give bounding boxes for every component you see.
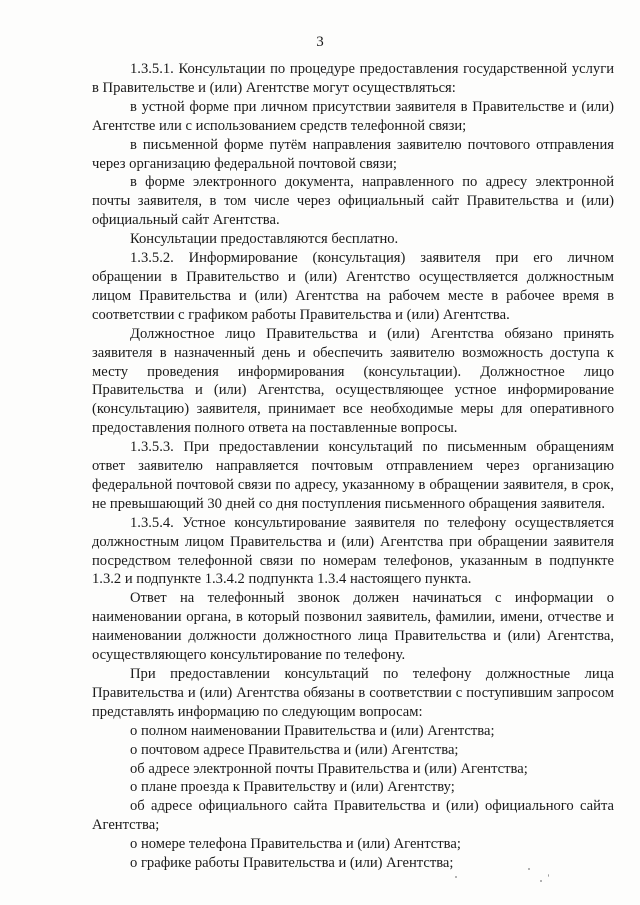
paragraph-1-3-5-1: 1.3.5.1. Консультации по процедуре предоставления государственной услуги в Правительстве и (или) Агентстве могут осуществляться: <box>92 61 614 96</box>
list-item-electronic-form: в форме электронного документа, направленного по адресу электронной почты заявителя, в том числе через официальный сайт Правительства и (или) официальный сайт Агентства. <box>92 174 614 229</box>
document-body <box>92 60 614 873</box>
page-number: 3 <box>316 34 324 50</box>
list-item-directions: о плане проезда к Правительству и (или) Агентству; <box>130 779 455 796</box>
list-item-email-address: об адресе электронной почты Правительства и (или) Агентства; <box>130 760 528 777</box>
list-item-full-name: о полном наименовании Правительства и (или) Агентства; <box>130 722 495 739</box>
paragraph-phone-consultation: При предоставлении консультаций по телефону должностные лица Правительства и (или) Агентства обязаны в соответствии с поступившим запросом представлять информацию по следующим вопросам: <box>92 666 614 720</box>
scan-artifact <box>540 880 542 882</box>
list-item-postal-address: о почтовом адресе Правительства и (или) Агентства; <box>130 741 459 758</box>
paragraph-free-of-charge: Консультации предоставляются бесплатно. <box>130 231 399 248</box>
list-item-website-address: об адресе официального сайта Правительства и (или) официального сайта Агентства; <box>92 798 614 834</box>
list-item-phone-number: о номере телефона Правительства и (или) Агентства; <box>130 836 461 853</box>
scan-artifact <box>548 874 549 877</box>
paragraph-1-3-5-3: 1.3.5.3. При предоставлении консультаций по письменным обращениям ответ заявителю направляется почтовым отправлением через организацию федеральной почтовой связи по адресу, указанному в обращении заявителя, в срок, не превышающий 30 дней со дня поступления письменного обращения заявителя. <box>92 439 614 512</box>
list-item-written-form: в письменной форме путём направления заявителю почтового отправления через организацию федеральной почтовой связи; <box>92 136 614 172</box>
scan-artifact <box>528 868 530 870</box>
scan-artifact <box>455 876 457 878</box>
list-item-work-schedule: о графике работы Правительства и (или) Агентства; <box>130 855 454 872</box>
paragraph-phone-answer: Ответ на телефонный звонок должен начинаться с информации о наименовании органа, в который позвонил заявитель, фамилии, имени, отчестве и наименовании должности должностного лица Правительства и (или) Агентства, осуществляющего консультирование по телефону. <box>92 590 614 664</box>
list-item-oral-form: в устной форме при личном присутствии заявителя в Правительстве и (или) Агентстве или с использованием средств телефонной связи; <box>92 98 614 134</box>
paragraph-official-duties: Должностное лицо Правительства и (или) Агентства обязано принять заявителя в назначенный день и обеспечить заявителю возможность доступа к месту проведения информирования (консультации). Должностное лицо Правительства и (или) Агентства, осуществляющее устное информирование (консультацию) заявителя, принимает все необходимые меры для оперативного предоставления полного ответа на поставленные вопросы. <box>92 325 614 437</box>
paragraph-1-3-5-2: 1.3.5.2. Информирование (консультация) заявителя при его личном обращении в Правительство и (или) Агентство осуществляется должностным лицом Правительства и (или) Агентства на рабочем месте в рабочее время в соответствии с графиком работы Правительства и (или) Агентства. <box>92 250 614 323</box>
paragraph-1-3-5-4: 1.3.5.4. Устное консультирование заявителя по телефону осуществляется должностным лицом Правительства и (или) Агентства при обращении заявителя посредством телефонной связи по номерам телефонов, указанным в подпункте 1.3.2 и подпункте 1.3.4.2 подпункта 1.3.4 настоящего пункта. <box>92 514 614 588</box>
